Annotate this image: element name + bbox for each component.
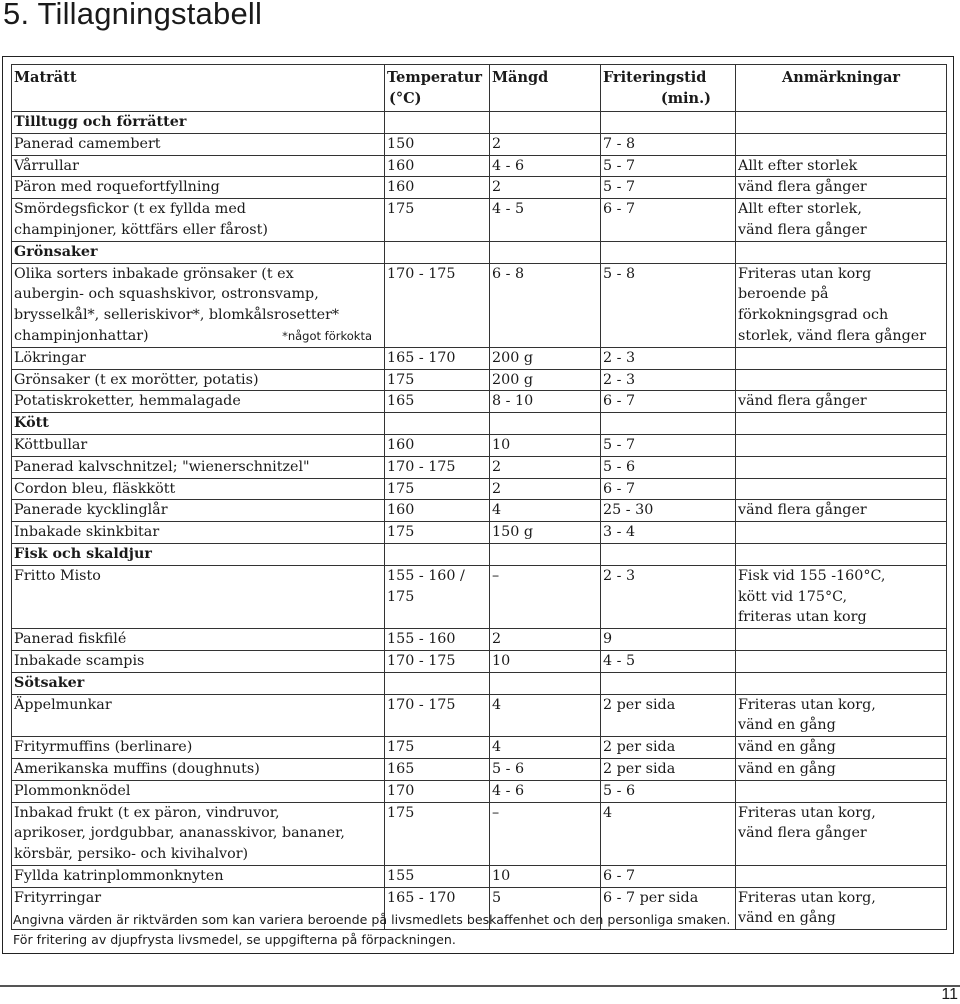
cell-temperature	[385, 369, 490, 391]
cell-temperature	[385, 391, 490, 413]
cell-frying-time	[601, 456, 736, 478]
table-row	[12, 865, 947, 887]
cell-notes-line: storlek, vänd flera gånger	[738, 327, 927, 344]
cell-amount-line: –	[492, 567, 500, 584]
cell-dish-line: Köttbullar	[14, 436, 88, 453]
cell-temperature	[385, 737, 490, 759]
table-row	[12, 434, 947, 456]
cell-frying-time-line: 2 - 3	[603, 567, 636, 584]
cell-notes-line: vänd flera gånger	[738, 502, 867, 519]
empty-cell	[601, 112, 736, 134]
cell-frying-time-line: 5 - 7	[603, 436, 636, 453]
cell-dish-line: Grönsaker (t ex morötter, potatis)	[14, 371, 259, 388]
cell-frying-time	[601, 694, 736, 737]
table-row	[12, 522, 947, 544]
cell-dish-line: Olika sorters inbakade grönsaker (t ex	[14, 265, 294, 282]
cell-temperature-line: 175	[387, 739, 415, 756]
cell-dish	[12, 650, 385, 672]
table-row	[12, 758, 947, 780]
cell-dish	[12, 802, 385, 865]
cell-temperature-line: 175	[387, 480, 415, 497]
cell-temperature	[385, 155, 490, 177]
cell-amount	[490, 780, 601, 802]
cell-notes-line: beroende på	[738, 286, 829, 303]
section-header-row	[12, 543, 947, 565]
cell-temperature-line: 150	[387, 135, 415, 152]
cell-amount	[490, 347, 601, 369]
cell-notes	[736, 199, 947, 242]
cell-temperature	[385, 456, 490, 478]
cell-temperature-line: 160	[387, 436, 415, 453]
cell-dish-line: Frityrringar	[14, 889, 102, 906]
cell-temperature-line: 160	[387, 157, 415, 174]
cell-dish-line: champinjonhattar)	[14, 327, 149, 344]
cell-frying-time	[601, 434, 736, 456]
cell-frying-time	[601, 780, 736, 802]
cell-frying-time-line: 5 - 8	[603, 265, 636, 282]
cell-notes	[736, 522, 947, 544]
cell-dish	[12, 565, 385, 628]
cell-amount-line: 2	[492, 458, 502, 475]
section-header-row	[12, 112, 947, 134]
cell-dish	[12, 456, 385, 478]
cell-frying-time-line: 2 - 3	[603, 371, 636, 388]
cell-dish-line: Fritto Misto	[14, 567, 101, 584]
empty-cell	[490, 112, 601, 134]
header-frying-time: Friteringstid (min.)	[601, 65, 736, 112]
empty-cell	[385, 672, 490, 694]
section-header-row	[12, 241, 947, 263]
table-row	[12, 780, 947, 802]
cell-amount	[490, 478, 601, 500]
cell-notes	[736, 347, 947, 369]
cell-notes	[736, 737, 947, 759]
cell-notes	[736, 629, 947, 651]
cell-dish-line: Vårrullar	[14, 157, 79, 174]
cell-frying-time-line: 6 - 7	[603, 867, 636, 884]
cell-amount	[490, 865, 601, 887]
page-number: 11	[941, 986, 958, 1003]
cell-notes-line: Fisk vid 155 -160°C,	[738, 567, 886, 584]
cell-frying-time	[601, 478, 736, 500]
cell-dish	[12, 263, 385, 347]
section-title: Fisk och skaldjur	[12, 543, 385, 565]
cell-dish	[12, 478, 385, 500]
empty-cell	[490, 241, 601, 263]
cell-dish	[12, 369, 385, 391]
cell-temperature-line: 170 - 175	[387, 652, 456, 669]
cell-amount	[490, 802, 601, 865]
cell-temperature	[385, 865, 490, 887]
table-row	[12, 694, 947, 737]
cell-dish-line: Inbakade skinkbitar	[14, 524, 160, 541]
page-bottom-rule	[0, 985, 960, 987]
cell-amount-line: 4	[492, 739, 502, 756]
cell-temperature-line: 165 - 170	[387, 889, 456, 906]
cell-dish-line: Inbakad frukt (t ex päron, vindruvor,	[14, 804, 280, 821]
cell-dish-line: Panerad fiskfilé	[14, 631, 127, 648]
cell-temperature	[385, 199, 490, 242]
cell-notes	[736, 565, 947, 628]
cell-amount-line: 150 g	[492, 524, 533, 541]
cell-dish	[12, 391, 385, 413]
cell-frying-time	[601, 199, 736, 242]
header-amount: Mängd	[490, 65, 601, 112]
cell-frying-time-line: 5 - 6	[603, 458, 636, 475]
cell-notes-line: vänd en gång	[738, 910, 836, 927]
cell-temperature	[385, 500, 490, 522]
cell-dish-line: aubergin- och squashskivor, ostronsvamp,	[14, 286, 319, 303]
cell-temperature	[385, 629, 490, 651]
cell-frying-time-line: 9	[603, 631, 613, 648]
cell-frying-time	[601, 391, 736, 413]
cell-frying-time-line: 6 - 7 per sida	[603, 889, 699, 906]
cell-frying-time	[601, 369, 736, 391]
cell-frying-time	[601, 133, 736, 155]
cell-frying-time-line: 5 - 7	[603, 179, 636, 196]
cell-notes-line: Allt efter storlek,	[738, 201, 862, 218]
section-title: Kött	[12, 413, 385, 435]
cell-notes	[736, 177, 947, 199]
cell-amount-line: 4 - 5	[492, 201, 525, 218]
cell-frying-time	[601, 177, 736, 199]
table-row	[12, 347, 947, 369]
header-temperature: Temperatur (°C)	[385, 65, 490, 112]
cell-dish	[12, 155, 385, 177]
cell-frying-time	[601, 629, 736, 651]
cell-dish	[12, 758, 385, 780]
cell-temperature	[385, 347, 490, 369]
cell-frying-time-line: 25 - 30	[603, 502, 654, 519]
table-row	[12, 391, 947, 413]
cell-dish-line: Smördegsfickor (t ex fyllda med	[14, 201, 246, 218]
table-row	[12, 133, 947, 155]
cell-frying-time-line: 6 - 7	[603, 393, 636, 410]
empty-cell	[736, 543, 947, 565]
empty-cell	[601, 543, 736, 565]
cell-amount-line: –	[492, 804, 500, 821]
cell-temperature-line: 155	[387, 867, 415, 884]
cell-amount-line: 4	[492, 502, 502, 519]
cell-frying-time	[601, 758, 736, 780]
empty-cell	[490, 543, 601, 565]
table-header-row	[12, 65, 947, 112]
cell-notes	[736, 500, 947, 522]
table-row	[12, 650, 947, 672]
cell-amount	[490, 758, 601, 780]
cell-amount-line: 5	[492, 889, 502, 906]
cell-dish	[12, 177, 385, 199]
cell-temperature-line: 175	[387, 804, 415, 821]
cell-temperature	[385, 694, 490, 737]
cell-dish-line: Inbakade scampis	[14, 652, 145, 669]
cell-frying-time	[601, 522, 736, 544]
cell-frying-time	[601, 500, 736, 522]
cell-amount-line: 200 g	[492, 371, 533, 388]
cell-dish	[12, 347, 385, 369]
cell-frying-time-line: 2 per sida	[603, 696, 676, 713]
cell-dish-line: Frityrmuffins (berlinare)	[14, 739, 193, 756]
cell-amount-line: 4 - 6	[492, 782, 525, 799]
cell-amount	[490, 694, 601, 737]
cell-temperature	[385, 434, 490, 456]
cell-temperature-line: 170	[387, 782, 415, 799]
cell-notes-line: Allt efter storlek	[738, 157, 858, 174]
cell-dish	[12, 199, 385, 242]
cell-notes	[736, 758, 947, 780]
cell-amount	[490, 456, 601, 478]
cell-notes	[736, 887, 947, 930]
cell-amount	[490, 500, 601, 522]
cell-dish-line: körsbär, persiko- och kivihalvor)	[14, 846, 249, 863]
table-row	[12, 629, 947, 651]
cell-notes-line: vänd en gång	[738, 717, 836, 734]
cell-temperature	[385, 133, 490, 155]
cell-amount	[490, 199, 601, 242]
cell-amount	[490, 629, 601, 651]
cell-frying-time-line: 2 per sida	[603, 760, 676, 777]
cell-amount-line: 4 - 6	[492, 157, 525, 174]
cell-dish-line: Päron med roquefortfyllning	[14, 179, 220, 196]
cell-amount-line: 2	[492, 135, 502, 152]
cell-temperature	[385, 802, 490, 865]
table-row	[12, 199, 947, 242]
empty-cell	[736, 112, 947, 134]
cell-temperature	[385, 522, 490, 544]
cell-notes-line: Friteras utan korg,	[738, 696, 876, 713]
cell-notes-line: vänd flera gånger	[738, 825, 867, 842]
cell-frying-time	[601, 650, 736, 672]
cell-notes	[736, 478, 947, 500]
cell-temperature-line: 165	[387, 760, 415, 777]
dish-footnote: *något förkokta	[282, 328, 372, 343]
cell-temperature-line: 165	[387, 393, 415, 410]
cell-amount-line: 2	[492, 480, 502, 497]
cell-notes	[736, 434, 947, 456]
cell-dish	[12, 629, 385, 651]
cell-amount	[490, 369, 601, 391]
cell-temperature-line: 165 - 170	[387, 349, 456, 366]
table-body	[12, 112, 947, 930]
cell-temperature-line: 175	[387, 201, 415, 218]
cell-dish-line: Fyllda katrinplommonknyten	[14, 867, 224, 884]
cell-notes	[736, 456, 947, 478]
cell-notes-line: vänd flera gånger	[738, 221, 867, 238]
cell-notes	[736, 650, 947, 672]
cell-notes-line: vänd en gång	[738, 760, 836, 777]
cell-temperature	[385, 177, 490, 199]
table-row	[12, 456, 947, 478]
cell-notes-line: vänd flera gånger	[738, 393, 867, 410]
cell-frying-time-line: 6 - 7	[603, 480, 636, 497]
cell-amount	[490, 263, 601, 347]
cell-amount	[490, 650, 601, 672]
cell-amount	[490, 391, 601, 413]
cell-amount-line: 200 g	[492, 349, 533, 366]
empty-cell	[601, 672, 736, 694]
header-dish: Maträtt	[12, 65, 385, 112]
cell-notes	[736, 780, 947, 802]
table-row	[12, 737, 947, 759]
cell-amount-line: 5 - 6	[492, 760, 525, 777]
cell-amount-line: 2	[492, 631, 502, 648]
cell-temperature-line: 170 - 175	[387, 265, 456, 282]
table-row	[12, 369, 947, 391]
cell-temperature	[385, 758, 490, 780]
cell-dish-line: Äppelmunkar	[14, 696, 112, 713]
cell-temperature-line: 160	[387, 502, 415, 519]
cell-notes-line: vänd flera gånger	[738, 179, 867, 196]
cell-temperature-line: 155 - 160 /	[387, 567, 465, 584]
cell-amount	[490, 177, 601, 199]
cell-dish	[12, 780, 385, 802]
table-row	[12, 500, 947, 522]
empty-cell	[385, 413, 490, 435]
cell-dish	[12, 522, 385, 544]
cell-frying-time-line: 6 - 7	[603, 201, 636, 218]
cell-amount	[490, 155, 601, 177]
cell-dish-line: Plommonknödel	[14, 782, 131, 799]
table-row	[12, 263, 947, 347]
cell-frying-time	[601, 155, 736, 177]
cell-temperature	[385, 780, 490, 802]
cell-temperature-line: 155 - 160	[387, 631, 456, 648]
cell-amount-line: 10	[492, 867, 511, 884]
empty-cell	[385, 543, 490, 565]
cell-temperature-line: 170 - 175	[387, 458, 456, 475]
cell-dish	[12, 133, 385, 155]
empty-cell	[490, 672, 601, 694]
cell-amount-line: 2	[492, 179, 502, 196]
cell-dish	[12, 694, 385, 737]
header-notes: Anmärkningar	[736, 65, 947, 112]
cell-dish-line: Amerikanska muffins (doughnuts)	[14, 760, 260, 777]
cell-amount-line: 4	[492, 696, 502, 713]
footnote-guideline: Angivna värden är riktvärden som kan variera beroende på livsmedlets beskaffenhet och den personliga smaken.	[13, 912, 731, 927]
cell-amount	[490, 737, 601, 759]
cell-dish-line: champinjoner, köttfärs eller fårost)	[14, 221, 268, 238]
cell-amount-line: 10	[492, 652, 511, 669]
cell-amount	[490, 565, 601, 628]
table-row	[12, 177, 947, 199]
cell-amount-line: 8 - 10	[492, 393, 534, 410]
empty-cell	[736, 241, 947, 263]
cell-notes	[736, 369, 947, 391]
cell-frying-time	[601, 565, 736, 628]
table-row	[12, 565, 947, 628]
cell-dish-line: Panerad kalvschnitzel; "wienerschnitzel"	[14, 458, 310, 475]
cell-temperature-line: 175	[387, 524, 415, 541]
cell-frying-time-line: 3 - 4	[603, 524, 636, 541]
section-title: Sötsaker	[12, 672, 385, 694]
empty-cell	[385, 241, 490, 263]
cell-notes	[736, 694, 947, 737]
cell-notes	[736, 133, 947, 155]
cell-notes-line: Friteras utan korg,	[738, 889, 876, 906]
cell-notes-line: vänd en gång	[738, 739, 836, 756]
cell-dish	[12, 865, 385, 887]
cell-notes-line: kött vid 175°C,	[738, 588, 848, 605]
table-row	[12, 802, 947, 865]
cell-amount-line: 10	[492, 436, 511, 453]
cell-temperature	[385, 650, 490, 672]
table-row	[12, 155, 947, 177]
cell-frying-time	[601, 737, 736, 759]
cooking-table	[11, 64, 947, 930]
cell-amount	[490, 434, 601, 456]
cell-frying-time-line: 5 - 7	[603, 157, 636, 174]
cell-frying-time	[601, 865, 736, 887]
cell-amount	[490, 133, 601, 155]
cell-temperature	[385, 263, 490, 347]
cell-frying-time	[601, 802, 736, 865]
cell-dish-line: Lökringar	[14, 349, 86, 366]
cell-temperature	[385, 565, 490, 628]
cell-notes-line: Friteras utan korg,	[738, 804, 876, 821]
cell-notes	[736, 263, 947, 347]
cell-dish	[12, 737, 385, 759]
cell-temperature-line: 175	[387, 371, 415, 388]
cell-notes	[736, 391, 947, 413]
cell-frying-time-line: 4 - 5	[603, 652, 636, 669]
cell-dish-line: Panerade kycklinglår	[14, 502, 168, 519]
empty-cell	[385, 112, 490, 134]
cell-dish-line: Potatiskroketter, hemmalagade	[14, 393, 241, 410]
cell-notes	[736, 802, 947, 865]
cell-amount	[490, 522, 601, 544]
empty-cell	[736, 413, 947, 435]
empty-cell	[490, 413, 601, 435]
cell-dish-line: Panerad camembert	[14, 135, 161, 152]
table-row	[12, 478, 947, 500]
cell-frying-time	[601, 263, 736, 347]
empty-cell	[601, 413, 736, 435]
cell-notes-line: friteras utan korg	[738, 609, 867, 626]
cell-dish-line: aprikoser, jordgubbar, ananasskivor, bananer,	[14, 825, 345, 842]
cell-temperature-line: 160	[387, 179, 415, 196]
cell-frying-time-line: 2 per sida	[603, 739, 676, 756]
cell-temperature-line: 175	[387, 588, 415, 605]
page-title: 5. Tillagningstabell	[3, 0, 263, 31]
cell-notes	[736, 155, 947, 177]
cell-frying-time-line: 2 - 3	[603, 349, 636, 366]
cell-frying-time-line: 4	[603, 804, 613, 821]
cell-amount-line: 6 - 8	[492, 265, 525, 282]
section-header-row	[12, 672, 947, 694]
cell-notes	[736, 865, 947, 887]
cell-dish	[12, 434, 385, 456]
section-title: Grönsaker	[12, 241, 385, 263]
section-header-row	[12, 413, 947, 435]
cell-dish-line: Cordon bleu, fläskkött	[14, 480, 176, 497]
cell-frying-time	[601, 347, 736, 369]
cell-notes-line: Friteras utan korg	[738, 265, 872, 282]
cell-dish	[12, 500, 385, 522]
cell-temperature	[385, 478, 490, 500]
cell-notes-line: förkokningsgrad och	[738, 307, 889, 324]
empty-cell	[601, 241, 736, 263]
cell-frying-time-line: 5 - 6	[603, 782, 636, 799]
cell-frying-time-line: 7 - 8	[603, 135, 636, 152]
cell-temperature-line: 170 - 175	[387, 696, 456, 713]
footnote-frozen: För fritering av djupfrysta livsmedel, se uppgifterna på förpackningen.	[13, 932, 456, 947]
cell-dish-line: brysselkål*, selleriskivor*, blomkålsrosetter*	[14, 307, 340, 324]
section-title: Tilltugg och förrätter	[12, 112, 385, 134]
empty-cell	[736, 672, 947, 694]
